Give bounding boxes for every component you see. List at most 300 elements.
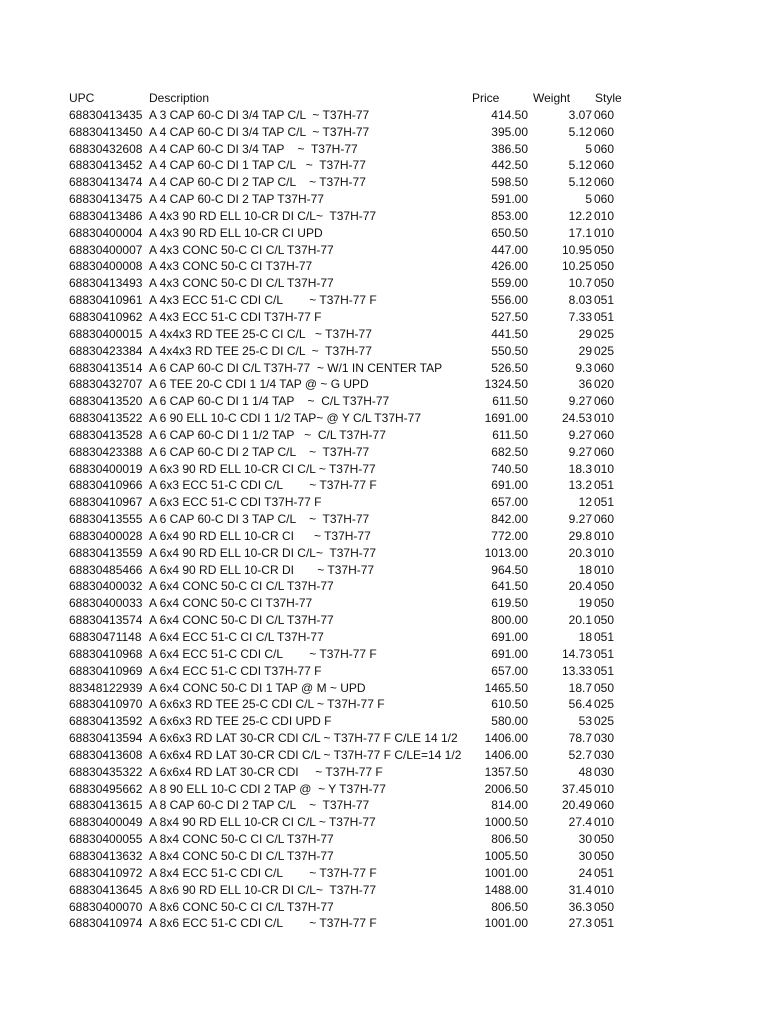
- cell-upc: 68830495662: [69, 781, 143, 796]
- cell-weight: 5: [585, 192, 592, 207]
- cell-style: 051: [594, 916, 615, 931]
- cell-price: 1324.50: [469, 376, 528, 393]
- table-row: [69, 713, 629, 730]
- cell-description: A 6x4 90 RD ELL 10-CR CI ~ T37H-77: [149, 528, 371, 543]
- cell-upc: 68830413514: [69, 360, 143, 375]
- cell-price: 806.50: [469, 899, 528, 916]
- cell-price: 619.50: [469, 595, 528, 612]
- price-sheet: [69, 90, 629, 932]
- cell-style: 060: [594, 360, 615, 375]
- cell-description: A 4x3 ECC 51-C CDI T37H-77 F: [149, 309, 322, 324]
- table-row: [69, 174, 629, 191]
- cell-weight: 9.27: [568, 444, 592, 459]
- header-row: [69, 90, 629, 107]
- cell-description: A 6 CAP 60-C DI 2 TAP C/L ~ T37H-77: [149, 444, 370, 459]
- cell-weight: 12.2: [568, 208, 592, 223]
- cell-upc: 68830413486: [69, 208, 143, 223]
- cell-style: 060: [594, 444, 615, 459]
- cell-weight: 78.7: [568, 731, 592, 746]
- table-row: [69, 242, 629, 259]
- cell-upc: 68830410970: [69, 697, 143, 712]
- header-weight: Weight: [533, 91, 571, 105]
- cell-upc: 68830435322: [69, 764, 143, 779]
- cell-upc: 68830432707: [69, 377, 143, 392]
- table-row: [69, 360, 629, 377]
- cell-style: 060: [594, 175, 615, 190]
- cell-style: 060: [594, 158, 615, 173]
- cell-price: 641.50: [469, 578, 528, 595]
- cell-weight: 20.49: [561, 798, 592, 813]
- cell-description: A 4 CAP 60-C DI 1 TAP C/L ~ T37H-77: [149, 158, 366, 173]
- cell-weight: 36: [578, 377, 592, 392]
- cell-upc: 68830400033: [69, 596, 143, 611]
- cell-description: A 6x4 90 RD ELL 10-CR DI C/L~ T37H-77: [149, 545, 377, 560]
- table-row: [69, 309, 629, 326]
- table-row: [69, 663, 629, 680]
- cell-style: 030: [594, 747, 615, 762]
- table-row: [69, 865, 629, 882]
- table-row: [69, 141, 629, 158]
- cell-description: A 4 CAP 60-C DI 2 TAP T37H-77: [149, 192, 324, 207]
- cell-style: 050: [594, 259, 615, 274]
- cell-weight: 30: [578, 848, 592, 863]
- cell-upc: 68830400049: [69, 815, 143, 830]
- cell-price: 442.50: [469, 157, 528, 174]
- cell-upc: 68830413594: [69, 731, 143, 746]
- cell-upc: 68830413528: [69, 427, 143, 442]
- cell-description: A 8x4 90 RD ELL 10-CR CI C/L ~ T37H-77: [149, 815, 376, 830]
- table-row: [69, 814, 629, 831]
- table-row: [69, 494, 629, 511]
- cell-style: 050: [594, 579, 615, 594]
- cell-style: 060: [594, 798, 615, 813]
- table-row: [69, 225, 629, 242]
- cell-price: 772.00: [469, 528, 528, 545]
- cell-weight: 29.8: [568, 528, 592, 543]
- cell-weight: 20.4: [568, 579, 592, 594]
- cell-description: A 6x4 90 RD ELL 10-CR DI ~ T37H-77: [149, 562, 375, 577]
- cell-description: A 3 CAP 60-C DI 3/4 TAP C/L ~ T37H-77: [149, 107, 370, 122]
- table-row: [69, 562, 629, 579]
- cell-upc: 68830485466: [69, 562, 143, 577]
- cell-style: 060: [594, 427, 615, 442]
- cell-price: 800.00: [469, 612, 528, 629]
- cell-price: 386.50: [469, 141, 528, 158]
- cell-weight: 24.53: [561, 411, 592, 426]
- cell-style: 050: [594, 832, 615, 847]
- table-row: [69, 882, 629, 899]
- cell-price: 1005.50: [469, 848, 528, 865]
- table-row: [69, 612, 629, 629]
- cell-description: A 6x4 CONC 50-C DI 1 TAP @ M ~ UPD: [149, 680, 366, 695]
- cell-upc: 68830410966: [69, 478, 143, 493]
- table-row: [69, 258, 629, 275]
- cell-weight: 31.4: [568, 882, 592, 897]
- cell-price: 691.00: [469, 629, 528, 646]
- header-description: Description: [149, 91, 210, 105]
- cell-description: A 6x4 ECC 51-C CDI C/L ~ T37H-77 F: [149, 646, 377, 661]
- cell-weight: 48: [578, 764, 592, 779]
- table-row: [69, 629, 629, 646]
- cell-price: 650.50: [469, 225, 528, 242]
- cell-price: 447.00: [469, 242, 528, 259]
- cell-description: A 6 CAP 60-C DI 1 1/4 TAP ~ C/L T37H-77: [149, 394, 390, 409]
- cell-price: 853.00: [469, 208, 528, 225]
- cell-style: 010: [594, 208, 615, 223]
- table-row: [69, 343, 629, 360]
- cell-style: 010: [594, 781, 615, 796]
- cell-description: A 8 90 ELL 10-C CDI 2 TAP @ ~ Y T37H-77: [149, 781, 386, 796]
- cell-style: 030: [594, 764, 615, 779]
- cell-price: 610.50: [469, 696, 528, 713]
- table-row: [69, 208, 629, 225]
- cell-upc: 68830400070: [69, 899, 143, 914]
- table-row: [69, 107, 629, 124]
- cell-upc: 68830400008: [69, 259, 143, 274]
- cell-price: 806.50: [469, 831, 528, 848]
- cell-style: 060: [594, 141, 615, 156]
- cell-price: 1691.00: [469, 410, 528, 427]
- cell-style: 010: [594, 225, 615, 240]
- cell-weight: 5.12: [568, 158, 592, 173]
- cell-style: 051: [594, 865, 615, 880]
- cell-weight: 5.12: [568, 124, 592, 139]
- cell-description: A 6 CAP 60-C DI 3 TAP C/L ~ T37H-77: [149, 512, 370, 527]
- table-row: [69, 461, 629, 478]
- cell-description: A 6x4 CONC 50-C DI C/L T37H-77: [149, 613, 334, 628]
- table-row: [69, 781, 629, 798]
- cell-weight: 29: [578, 326, 592, 341]
- cell-weight: 56.4: [568, 697, 592, 712]
- cell-weight: 18.3: [568, 461, 592, 476]
- cell-style: 010: [594, 562, 615, 577]
- cell-upc: 68830413645: [69, 882, 143, 897]
- cell-upc: 68830400055: [69, 832, 143, 847]
- cell-upc: 68830410961: [69, 293, 143, 308]
- cell-style: 051: [594, 663, 615, 678]
- table-row: [69, 797, 629, 814]
- cell-description: A 6x3 90 RD ELL 10-CR CI C/L ~ T37H-77: [149, 461, 376, 476]
- cell-description: A 8x4 CONC 50-C DI C/L T37H-77: [149, 848, 334, 863]
- cell-price: 657.00: [469, 663, 528, 680]
- cell-upc: 68830413520: [69, 394, 143, 409]
- cell-price: 591.00: [469, 191, 528, 208]
- cell-weight: 53: [578, 714, 592, 729]
- cell-price: 814.00: [469, 797, 528, 814]
- table-row: [69, 545, 629, 562]
- table-row: [69, 444, 629, 461]
- cell-upc: 68830413522: [69, 411, 143, 426]
- cell-price: 395.00: [469, 124, 528, 141]
- header-style: Style: [595, 91, 622, 105]
- cell-description: A 4x3 90 RD ELL 10-CR CI UPD: [149, 225, 323, 240]
- cell-description: A 6x6x3 RD TEE 25-C CDI C/L ~ T37H-77 F: [149, 697, 385, 712]
- table-row: [69, 646, 629, 663]
- cell-price: 1406.00: [469, 747, 528, 764]
- table-row: [69, 696, 629, 713]
- cell-style: 060: [594, 124, 615, 139]
- cell-price: 550.50: [469, 343, 528, 360]
- cell-upc: 68830410967: [69, 495, 143, 510]
- table-row: [69, 511, 629, 528]
- cell-upc: 68830413475: [69, 192, 143, 207]
- cell-price: 611.50: [469, 427, 528, 444]
- cell-upc: 68830471148: [69, 630, 142, 644]
- cell-weight: 24: [578, 865, 592, 880]
- table-row: [69, 326, 629, 343]
- cell-price: 1000.50: [469, 814, 528, 831]
- cell-weight: 18: [578, 562, 592, 577]
- cell-style: 051: [594, 646, 615, 661]
- table-row: [69, 427, 629, 444]
- cell-description: A 4x4x3 RD TEE 25-C CI C/L ~ T37H-77: [149, 326, 372, 341]
- table-row: [69, 292, 629, 309]
- cell-description: A 6 CAP 60-C DI 1 1/2 TAP ~ C/L T37H-77: [149, 427, 386, 442]
- cell-style: 051: [594, 309, 615, 324]
- cell-upc: 68830410972: [69, 865, 143, 880]
- cell-description: A 6x6x3 RD TEE 25-C CDI UPD F: [149, 714, 332, 729]
- cell-description: A 8 CAP 60-C DI 2 TAP C/L ~ T37H-77: [149, 798, 370, 813]
- table-row: [69, 747, 629, 764]
- cell-upc: 68830423388: [69, 444, 143, 459]
- cell-price: 1488.00: [469, 882, 528, 899]
- cell-weight: 18.7: [568, 680, 592, 695]
- cell-weight: 12: [578, 495, 592, 510]
- cell-weight: 20.3: [568, 545, 592, 560]
- table-row: [69, 528, 629, 545]
- cell-style: 050: [594, 680, 615, 695]
- cell-description: A 4x4x3 RD TEE 25-C DI C/L ~ T37H-77: [149, 343, 372, 358]
- cell-description: A 6x4 ECC 51-C CDI T37H-77 F: [149, 663, 322, 678]
- cell-weight: 8.03: [568, 293, 592, 308]
- cell-weight: 13.33: [561, 663, 592, 678]
- cell-weight: 5.12: [568, 175, 592, 190]
- table-row: [69, 578, 629, 595]
- cell-price: 1001.00: [469, 865, 528, 882]
- cell-price: 414.50: [469, 107, 528, 124]
- cell-description: A 6 90 ELL 10-C CDI 1 1/2 TAP~ @ Y C/L T37H-77: [149, 411, 421, 426]
- cell-price: 682.50: [469, 444, 528, 461]
- cell-style: 051: [594, 630, 615, 644]
- cell-price: 1001.00: [469, 915, 528, 932]
- cell-price: 1357.50: [469, 764, 528, 781]
- cell-upc: 68830410968: [69, 646, 143, 661]
- cell-weight: 36.3: [568, 899, 592, 914]
- cell-upc: 68830413608: [69, 747, 143, 762]
- cell-price: 426.00: [469, 258, 528, 275]
- cell-weight: 10.7: [568, 276, 592, 291]
- cell-price: 657.00: [469, 494, 528, 511]
- cell-description: A 4 CAP 60-C DI 3/4 TAP ~ T37H-77: [149, 141, 358, 156]
- table-row: [69, 764, 629, 781]
- cell-upc: 68830400015: [69, 326, 143, 341]
- cell-weight: 27.4: [568, 815, 592, 830]
- cell-upc: 68830413559: [69, 545, 143, 560]
- cell-price: 1465.50: [469, 680, 528, 697]
- cell-price: 559.00: [469, 275, 528, 292]
- header-price: Price: [472, 90, 512, 107]
- cell-weight: 37.45: [561, 781, 592, 796]
- cell-weight: 20.1: [568, 613, 592, 628]
- cell-style: 010: [594, 815, 615, 830]
- table-body: [69, 107, 629, 932]
- table-row: [69, 915, 629, 932]
- cell-style: 050: [594, 848, 615, 863]
- cell-price: 740.50: [469, 461, 528, 478]
- cell-price: 842.00: [469, 511, 528, 528]
- cell-price: 611.50: [469, 393, 528, 410]
- cell-description: A 4 CAP 60-C DI 3/4 TAP C/L ~ T37H-77: [149, 124, 370, 139]
- cell-weight: 52.7: [568, 747, 592, 762]
- cell-style: 030: [594, 731, 615, 746]
- cell-description: A 6x3 ECC 51-C CDI T37H-77 F: [149, 495, 322, 510]
- cell-description: A 6x6x4 RD LAT 30-CR CDI ~ T37H-77 F: [149, 764, 383, 779]
- cell-style: 025: [594, 326, 615, 341]
- table-row: [69, 848, 629, 865]
- cell-description: A 4x3 CONC 50-C DI C/L T37H-77: [149, 276, 334, 291]
- table-row: [69, 124, 629, 141]
- cell-description: A 8x6 CONC 50-C CI C/L T37H-77: [149, 899, 334, 914]
- cell-description: A 6x6x3 RD LAT 30-CR CDI C/L ~ T37H-77 F C/LE 14 1/2: [149, 731, 458, 746]
- cell-upc: 68830413435: [69, 107, 143, 122]
- cell-price: 691.00: [469, 477, 528, 494]
- cell-style: 025: [594, 343, 615, 358]
- cell-style: 060: [594, 512, 615, 527]
- cell-style: 051: [594, 478, 615, 493]
- table-row: [69, 157, 629, 174]
- cell-description: A 6x4 CONC 50-C CI T37H-77: [149, 596, 313, 611]
- cell-style: 060: [594, 394, 615, 409]
- cell-price: 691.00: [469, 646, 528, 663]
- cell-style: 025: [594, 697, 615, 712]
- cell-upc: 68830413450: [69, 124, 143, 139]
- cell-style: 050: [594, 242, 615, 257]
- cell-upc: 68830413615: [69, 798, 143, 813]
- cell-description: A 6x4 ECC 51-C CI C/L T37H-77: [149, 630, 324, 644]
- cell-upc: 68830400028: [69, 528, 143, 543]
- cell-weight: 9.27: [568, 394, 592, 409]
- cell-style: 050: [594, 613, 615, 628]
- cell-style: 010: [594, 528, 615, 543]
- cell-upc: 68830413474: [69, 175, 143, 190]
- cell-weight: 30: [578, 832, 592, 847]
- cell-description: A 6x4 CONC 50-C CI C/L T37H-77: [149, 579, 334, 594]
- cell-upc: 88348122939: [69, 680, 143, 695]
- cell-style: 010: [594, 882, 615, 897]
- cell-price: 1406.00: [469, 730, 528, 747]
- table-row: [69, 477, 629, 494]
- table-row: [69, 730, 629, 747]
- cell-style: 050: [594, 596, 615, 611]
- cell-price: 1013.00: [469, 545, 528, 562]
- cell-price: 556.00: [469, 292, 528, 309]
- cell-weight: 9.27: [568, 427, 592, 442]
- cell-price: 598.50: [469, 174, 528, 191]
- cell-description: A 4 CAP 60-C DI 2 TAP C/L ~ T37H-77: [149, 175, 366, 190]
- cell-price: 964.50: [469, 562, 528, 579]
- cell-price: 441.50: [469, 326, 528, 343]
- table-row: [69, 191, 629, 208]
- cell-style: 025: [594, 714, 615, 729]
- cell-weight: 13.2: [568, 478, 592, 493]
- cell-description: A 6x6x4 RD LAT 30-CR CDI C/L ~ T37H-77 F C/LE=14 1/2: [149, 747, 462, 762]
- table-row: [69, 595, 629, 612]
- cell-weight: 18: [578, 630, 592, 644]
- cell-weight: 7.33: [568, 309, 592, 324]
- cell-description: A 8x4 ECC 51-C CDI C/L ~ T37H-77 F: [149, 865, 377, 880]
- cell-style: 051: [594, 293, 615, 308]
- table-row: [69, 899, 629, 916]
- cell-style: 060: [594, 107, 615, 122]
- cell-price: 580.00: [469, 713, 528, 730]
- cell-description: A 8x6 ECC 51-C CDI C/L ~ T37H-77 F: [149, 916, 377, 931]
- cell-style: 051: [594, 495, 615, 510]
- cell-description: A 4x3 CONC 50-C CI C/L T37H-77: [149, 242, 334, 257]
- cell-weight: 10.95: [561, 242, 592, 257]
- cell-description: A 8x6 90 RD ELL 10-CR DI C/L~ T37H-77: [149, 882, 377, 897]
- cell-upc: 68830400019: [69, 461, 143, 476]
- cell-upc: 68830410969: [69, 663, 143, 678]
- cell-style: 010: [594, 545, 615, 560]
- cell-price: 526.50: [469, 360, 528, 377]
- cell-upc: 68830423384: [69, 343, 143, 358]
- cell-upc: 68830413452: [69, 158, 143, 173]
- table-row: [69, 376, 629, 393]
- cell-weight: 14.73: [561, 646, 592, 661]
- cell-weight: 17.1: [568, 225, 592, 240]
- cell-weight: 9.3: [575, 360, 592, 375]
- cell-description: A 6x3 ECC 51-C CDI C/L ~ T37H-77 F: [149, 478, 377, 493]
- cell-upc: 68830400007: [69, 242, 143, 257]
- table-row: [69, 831, 629, 848]
- cell-weight: 3.07: [568, 107, 592, 122]
- cell-description: A 8x4 CONC 50-C CI C/L T37H-77: [149, 832, 334, 847]
- cell-upc: 68830413493: [69, 276, 143, 291]
- cell-style: 050: [594, 899, 615, 914]
- cell-style: 060: [594, 192, 615, 207]
- table-row: [69, 410, 629, 427]
- cell-description: A 6 CAP 60-C DI C/L T37H-77 ~ W/1 IN CENTER TAP: [149, 360, 443, 375]
- table-row: [69, 275, 629, 292]
- cell-weight: 10.25: [561, 259, 592, 274]
- cell-upc: 68830413592: [69, 714, 143, 729]
- header-upc: UPC: [69, 91, 95, 105]
- cell-upc: 68830400004: [69, 225, 143, 240]
- cell-upc: 68830413632: [69, 848, 143, 863]
- cell-weight: 19: [578, 596, 592, 611]
- table-row: [69, 393, 629, 410]
- cell-description: A 4x3 ECC 51-C CDI C/L ~ T37H-77 F: [149, 293, 377, 308]
- cell-upc: 68830410962: [69, 309, 143, 324]
- cell-price: 527.50: [469, 309, 528, 326]
- cell-description: A 6 TEE 20-C CDI 1 1/4 TAP @ ~ G UPD: [149, 377, 369, 392]
- cell-upc: 68830400032: [69, 579, 143, 594]
- cell-description: A 4x3 90 RD ELL 10-CR DI C/L~ T37H-77: [149, 208, 377, 223]
- cell-style: 010: [594, 411, 615, 426]
- cell-upc: 68830413555: [69, 512, 143, 527]
- cell-weight: 29: [578, 343, 592, 358]
- cell-weight: 5: [585, 141, 592, 156]
- cell-upc: 68830413574: [69, 613, 143, 628]
- cell-weight: 9.27: [568, 512, 592, 527]
- cell-description: A 4x3 CONC 50-C CI T37H-77: [149, 259, 313, 274]
- cell-style: 010: [594, 461, 615, 476]
- cell-style: 020: [594, 377, 615, 392]
- cell-upc: 68830432608: [69, 141, 143, 156]
- cell-upc: 68830410974: [69, 916, 143, 931]
- cell-price: 2006.50: [469, 781, 528, 798]
- cell-weight: 27.3: [568, 916, 592, 931]
